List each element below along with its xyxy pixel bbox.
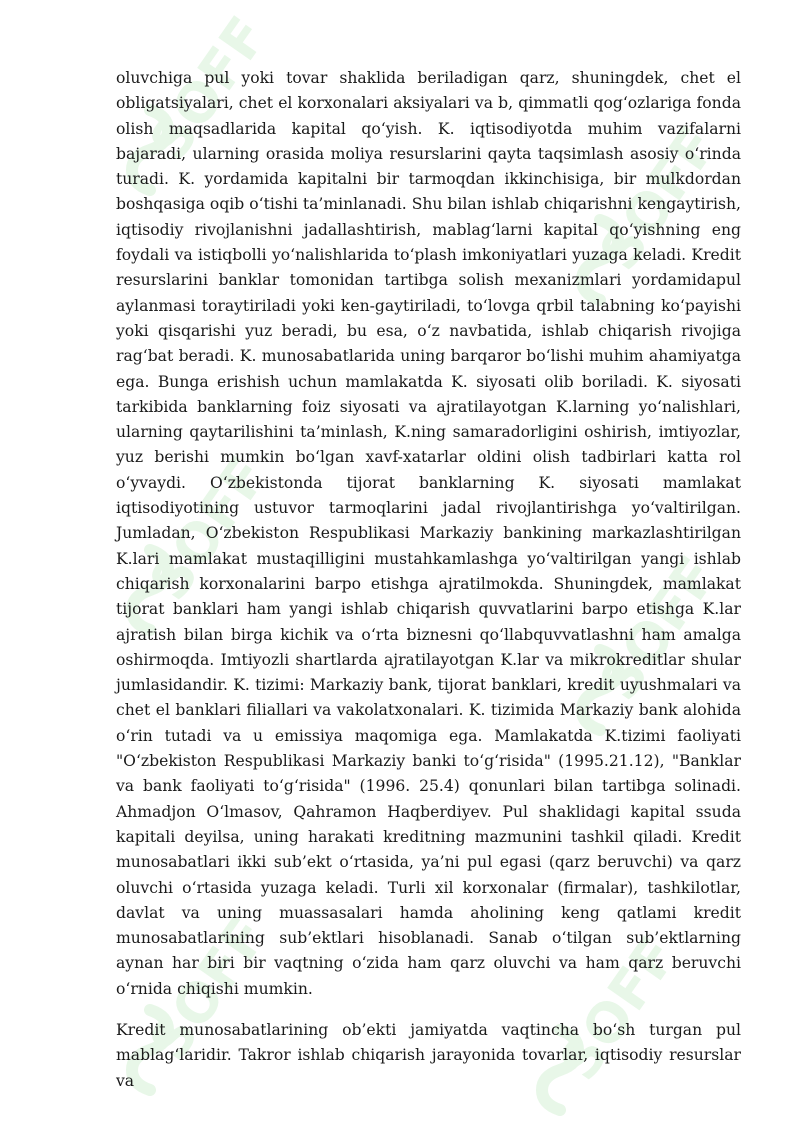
paragraph-1: oluvchiga pul yoki tovar shaklida beriladigan qarz, shuningdek, chet el obligatsiyalari, chet el korxonalari aksiyalari va b, qimmatli qog‘ozlariga fonda olish maqsadlarida kapital qo‘yish. K. iqtisodiyotda muhim vazifalarni bajaradi, ularning orasida moliya resurslarini qayta taqsimlash asosiy o‘rinda turadi. K. yordamida kapitalni bir tarmoqdan ikkinchisiga, bir mulkdordan boshqasiga oqib o‘tishi ta’minlanadi. Shu bilan ishlab chiqarishni kengaytirish, iqtisodiy rivojlanishni jadallashtirish, mablag‘larni kapital qo‘yishning eng foydali va istiqbolli yo‘nalishlarida to‘plash imkoniyatlari yuzaga keladi. Kredit resurslarini banklar tomonidan tartibga solish mexanizmlari yordamidapul aylanmasi toraytiriladi yoki ken-gaytiriladi, to‘lovga qrbil talabning ko‘payishi yoki qisqarishi yuz beradi, bu esa, o‘z navbatida, ishlab chiqarish rivojiga rag‘bat beradi. K. munosabatlarida uning barqaror bo‘lishi muhim ahamiyatga ega. Bunga erishish uchun mamlakatda K. siyosati olib boriladi. K. siyosati tarkibida banklarning foiz siyosati va ajratilayotgan K.larning yo‘nalishlari, ularning qaytarilishini ta’minlash, K.ning samaradorligini oshirish, imtiyozlar, yuz berishi mumkin bo‘lgan xavf-xatarlar oldini olish tadbirlari katta rol o‘yvaydi. O‘zbekistonda tijorat banklarning K. siyosati mamlakat iqtisodiyotining ustuvor tarmoqlarini jadal rivojlantirishga yo‘valtirilgan. Jumladan, O‘zbekiston Respublikasi Markaziy bankining markazlashtirilgan K.lari mamlakat mustaqilligini mustahkamlashga yo‘valtirilgan yangi ishlab chiqarish korxonalarini barpo etishga ajratilmokda. Shuningdek, mamlakat tijorat banklari ham yangi ishlab chiqarish quvvatlarini barpo etishga K.lar ajratish bilan birga kichik va o‘rta biznesni qo‘llabquvvatlashni ham amalga oshirmoqda. Imtiyozli shartlarda ajratilayotgan K.lar va mikrokreditlar shular jumlasidandir. K. tizimi: Markaziy bank, tijorat banklari, kredit uyushmalari va chet el banklari filiallari va vakolatxonalari. K. tizimida Markaziy bank alohida o‘rin tutadi va u emissiya maqomiga ega. Mamlakatda K.tizimi faoliyati "O‘zbekiston Respublikasi Markaziy banki to‘g‘risida" (1995.21.12), "Banklar va bank faoliyati to‘g‘risida" (1996. 25.4) qonunlari bilan tartibga solinadi. Ahmadjon O‘lmasov, Qahramon Haqberdiyev. Pul shaklidagi kapital ssuda kapitali deyilsa, uning harakati kreditning mazmunini tashkil qiladi. Kredit munosabatlari ikki sub’ekt o‘rtasida, ya’ni pul egasi (qarz beruvchi) va qarz oluvchi o‘rtasida yuzaga keladi. Turli xil korxonalar (firmalar), tashkilotlar, davlat va uning muassasalari hamda aholining keng qatlami kredit munosabatlarining sub’ektlari hisoblanadi. Sanab o‘tilgan sub’ektlarning aynan har biri bir vaqtning o‘zida ham qarz oluvchi va ham qarz beruvchi o‘rnida chiqishi mumkin. [116, 69, 741, 998]
paragraph-2: Kredit munosabatlarining ob’ekti jamiyatda vaqtincha bo‘sh turgan pul mablag‘laridir. Takror ishlab chiqarish jarayonida tovarlar, iqtisodiy resurslar va [116, 1020, 741, 1090]
document-body [116, 66, 741, 1094]
